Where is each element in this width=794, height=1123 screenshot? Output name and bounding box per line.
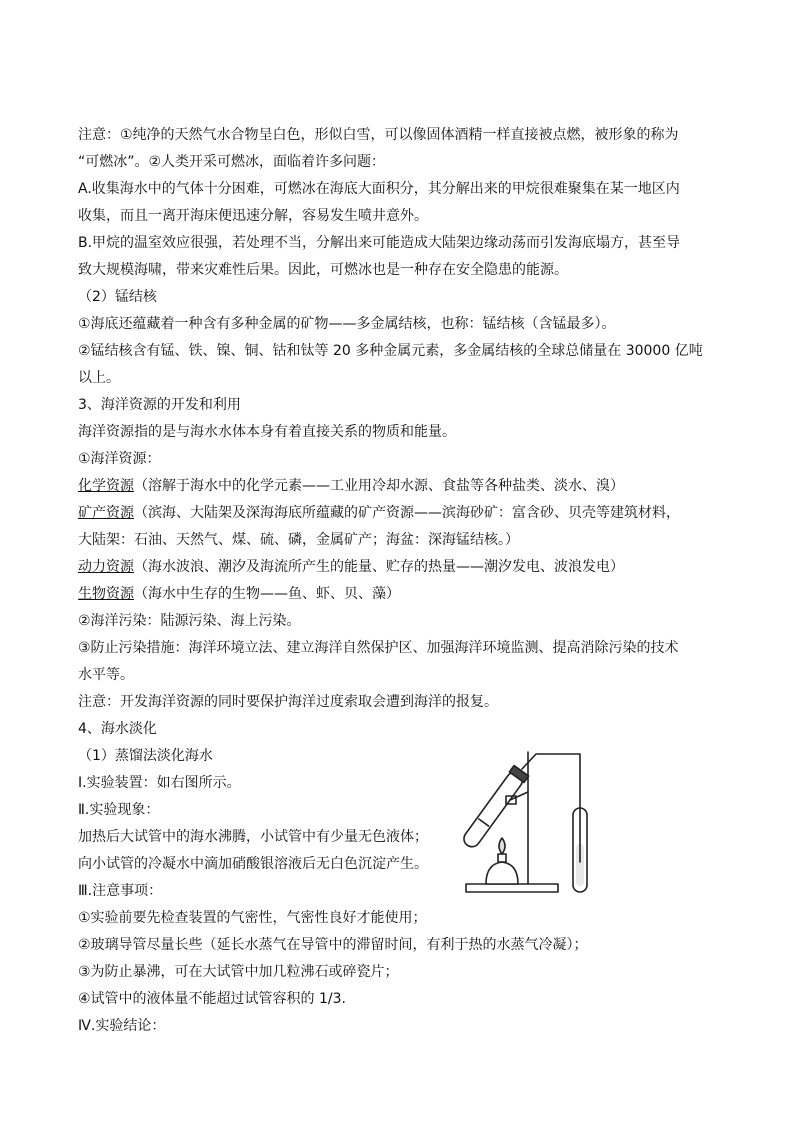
- manganese-point-1: ①海底还蕴藏着一种含有多种金属的矿物——多金属结核，也称：锰结核（含锰最多）。: [78, 316, 616, 332]
- precaution-2: ②玻璃导管尽量长些（延长水蒸气在导管中的滞留时间，有利于热的水蒸气冷凝）；: [78, 937, 588, 953]
- resource-term: 化学资源: [78, 478, 134, 494]
- resource-desc: 大陆架：石油、天然气、煤、硫、磷，金属矿产；海盆：深海锰结核。）: [78, 532, 519, 548]
- experiment-conclusion-label: Ⅳ.实验结论：: [78, 1018, 166, 1034]
- protection-note: 注意：开发海洋资源的同时要保护海洋过度索取会遭到海洋的报复。: [78, 694, 498, 710]
- resource-desc: （滨海、大陆架及深海海底所蕴藏的矿产资源——滨海砂矿：富含砂、贝壳等建筑材料，: [134, 505, 680, 521]
- problem-a-line-2: 收集，而且一离开海床便迅速分解，容易发生喷井意外。: [78, 208, 428, 224]
- ocean-resource-definition: 海洋资源指的是与海水水体本身有着直接关系的物质和能量。: [78, 424, 456, 440]
- problem-b-line-2: 致大规模海啸，带来灾难性后果。因此，可燃冰也是一种存在安全隐患的能源。: [78, 262, 568, 278]
- note-line-2: “可燃冰”。②人类开采可燃冰，面临着许多问题：: [78, 154, 386, 170]
- section-manganese-heading: （2）锰结核: [78, 289, 157, 305]
- resource-chemical: [78, 476, 718, 496]
- phenomena-line-1: 加热后大试管中的海水沸腾，小试管中有少量无色液体；: [78, 829, 428, 845]
- resource-term: 动力资源: [78, 559, 134, 575]
- resource-mineral: [78, 503, 718, 523]
- experiment-phenomena-label: Ⅱ.实验现象：: [78, 802, 160, 818]
- section-3-heading: 3、海洋资源的开发和利用: [78, 397, 241, 413]
- phenomena-line-2: 向小试管的冷凝水中滴加硝酸银溶液后无白色沉淀产生。: [78, 856, 428, 872]
- manganese-point-2: ②锰结核含有锰、铁、镍、铜、钴和钛等 20 多种金属元素，多金属结核的全球总储量在 30000 亿吨: [78, 343, 703, 359]
- experiment-setup: Ⅰ.实验装置：如右图所示。: [78, 775, 241, 791]
- precaution-4: ④试管中的液体量不能超过试管容积的 1/3.: [78, 991, 346, 1007]
- resource-power: [78, 557, 718, 577]
- precautions-label: Ⅲ.注意事项：: [78, 883, 163, 899]
- resource-term: 矿产资源: [78, 505, 134, 521]
- problem-a-line-1: A.收集海水中的气体十分困难，可燃冰在海底大面积分，其分解出来的甲烷很难聚集在某一地区内: [78, 181, 680, 197]
- resource-biological: [78, 584, 718, 604]
- note-line-1: 注意：①纯净的天然气水合物呈白色，形似白雪，可以像固体酒精一样直接被点燃，被形象的称为: [78, 127, 679, 143]
- precaution-1: ①实验前要先检查装置的气密性，气密性良好才能使用；: [78, 910, 427, 926]
- problem-b-line-1: B.甲烷的温室效应很强，若处理不当，分解出来可能造成大陆架边缘动荡而引发海底塌方，甚至导: [78, 235, 681, 251]
- pollution-measures-2: 水平等。: [78, 667, 134, 683]
- distillation-heading: （1）蒸馏法淡化海水: [78, 748, 213, 764]
- pollution-measures-1: ③防止污染措施：海洋环境立法、建立海洋自然保护区、加强海洋环境监测、提高消除污染的技术: [78, 640, 679, 656]
- resource-term: 生物资源: [78, 586, 134, 602]
- resource-desc: （海水波浪、潮汐及海流所产生的能量、贮存的热量——潮汐发电、波浪发电）: [134, 559, 624, 575]
- resource-desc: （溶解于海水中的化学元素——工业用冷却水源、食盐等各种盐类、淡水、溴）: [134, 478, 624, 494]
- ocean-pollution: ②海洋污染：陆源污染、海上污染。: [78, 613, 301, 629]
- resource-desc: （海水中生存的生物——鱼、虾、贝、藻）: [134, 586, 400, 602]
- precaution-3: ③为防止暴沸，可在大试管中加几粒沸石或碎瓷片；: [78, 964, 399, 980]
- distillation-apparatus-diagram: [462, 744, 622, 898]
- resource-mineral-cont: [78, 530, 718, 550]
- ocean-resources-label: ①海洋资源：: [78, 451, 161, 467]
- section-4-heading: 4、海水淡化: [78, 721, 157, 737]
- manganese-point-2-cont: 以上。: [78, 370, 120, 386]
